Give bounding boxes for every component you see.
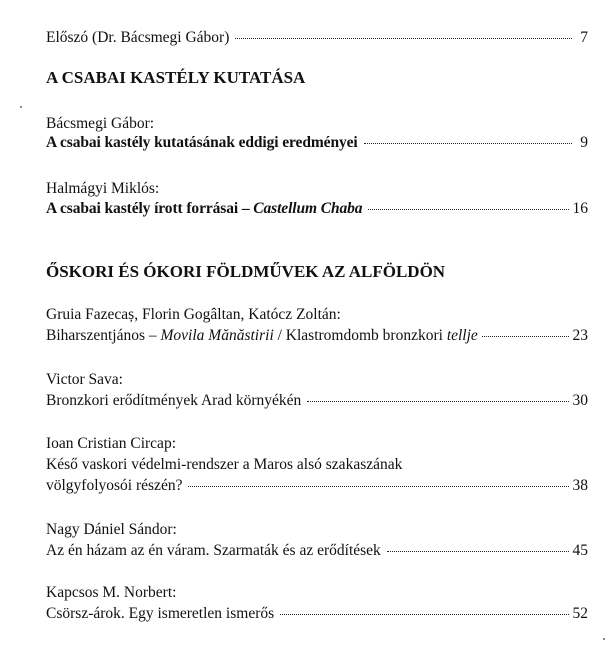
- page-number: 16: [572, 200, 588, 217]
- page-number: 9: [580, 134, 588, 151]
- title-italic: Castellum Chaba: [253, 200, 363, 217]
- toc-entry-foreword: [46, 29, 588, 47]
- dot-leader: [482, 335, 569, 337]
- toc-entry: [46, 605, 588, 623]
- entry-title-line: Késő vaskori védelmi-rendszer a Maros alsó szakaszának: [46, 456, 403, 473]
- entry-author: Nagy Dániel Sándor:: [46, 521, 177, 538]
- section-heading: A CSABAI KASTÉLY KUTATÁSA: [46, 68, 306, 87]
- entry-title: [46, 200, 362, 218]
- dot-leader: [280, 613, 568, 615]
- toc-entry: [46, 134, 588, 152]
- entry-title: [46, 327, 478, 345]
- entry-author: Halmágyi Miklós:: [46, 180, 160, 197]
- title-italic: Movila Mănăstirii: [160, 327, 274, 344]
- page-number: 38: [572, 477, 588, 494]
- entry-author: Ioan Cristian Circap:: [46, 435, 176, 452]
- scan-speck: [20, 106, 22, 108]
- toc-entry: [46, 392, 588, 410]
- dot-leader: [364, 142, 572, 144]
- section-heading: ŐSKORI ÉS ÓKORI FÖLDMŰVEK AZ ALFÖLDÖN: [46, 262, 446, 281]
- entry-author: Victor Sava:: [46, 371, 123, 388]
- entry-title: A csabai kastély kutatásának eddigi eredményei: [46, 134, 358, 151]
- toc-entry: [46, 200, 588, 218]
- entry-author: Bácsmegi Gábor:: [46, 115, 155, 132]
- title-text: A csabai kastély írott forrásai –: [46, 200, 254, 217]
- entry-author: Kapcsos M. Norbert:: [46, 584, 177, 601]
- entry-title: Csörsz-árok. Egy ismeretlen ismerős: [46, 605, 275, 622]
- entry-title: Bronzkori erődítmények Arad környékén: [46, 392, 302, 409]
- page-number: 7: [580, 29, 588, 46]
- title-italic: tellje: [446, 327, 478, 344]
- dot-leader: [387, 550, 569, 552]
- toc-entry: [46, 477, 588, 495]
- entry-title: Előszó (Dr. Bácsmegi Gábor): [46, 29, 230, 46]
- dot-leader: [235, 37, 572, 39]
- toc-entry: [46, 327, 588, 345]
- page-number: 45: [572, 542, 588, 559]
- dot-leader: [188, 485, 568, 487]
- page-number: 30: [572, 392, 588, 409]
- toc-entry: [46, 542, 588, 560]
- scan-speck: [603, 638, 605, 640]
- entry-title: völgyfolyosói részén?: [46, 477, 183, 494]
- dot-leader: [368, 208, 568, 210]
- page-number: 23: [572, 327, 588, 344]
- title-text: Biharszentjános –: [46, 327, 161, 344]
- entry-author: Gruia Fazecaș, Florin Gogâltan, Katócz Zoltán:: [46, 306, 341, 323]
- page-number: 52: [572, 605, 588, 622]
- entry-title: Az én házam az én váram. Szarmaták és az erődítések: [46, 542, 381, 559]
- dot-leader: [307, 400, 568, 402]
- title-text: / Klastromdomb bronzkori: [273, 327, 447, 344]
